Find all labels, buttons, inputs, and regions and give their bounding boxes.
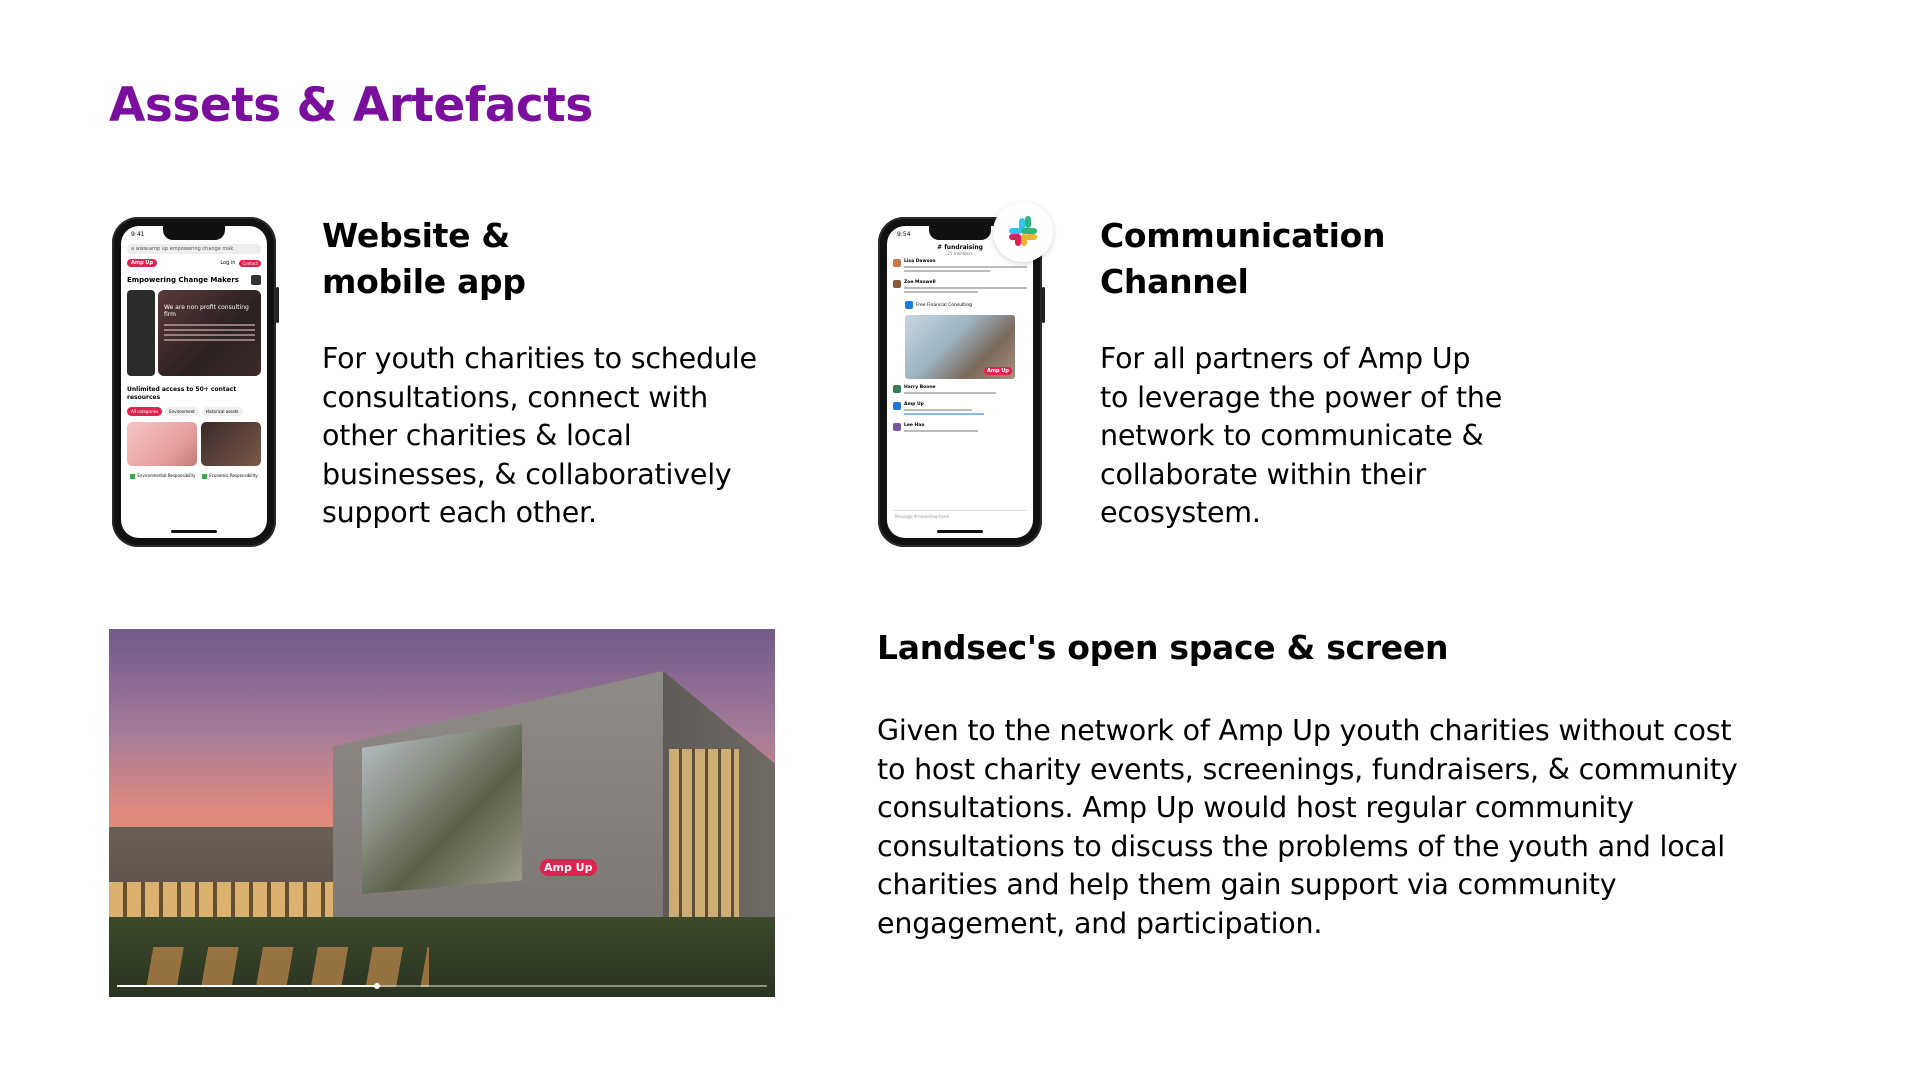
message [887, 420, 1033, 437]
footer-item [202, 473, 257, 479]
description-line: network to communicate & [1100, 419, 1484, 452]
description-line: to leverage the power of the [1100, 380, 1503, 414]
message [887, 399, 1033, 420]
description-line: other charities & local [322, 419, 632, 452]
video-progress-knob[interactable] [374, 983, 380, 989]
communication-heading [1100, 213, 1385, 305]
website-heading-line: Website & [322, 216, 510, 255]
website-phone-mockup [112, 217, 276, 547]
chart-icon [202, 474, 207, 479]
home-indicator [171, 530, 217, 533]
slack-phone-screen [887, 226, 1033, 538]
description-line: collaborate within their [1100, 457, 1426, 491]
website-footer [121, 470, 267, 482]
headline-text: Empowering Change Makers [127, 276, 239, 284]
description-line: engagement, and participation. [877, 906, 1323, 940]
footer-label: Environmental Responsibility [137, 473, 196, 478]
amp-up-badge: Amp Up [984, 367, 1012, 375]
message-author: Zoe Maxwell [904, 280, 936, 285]
avatar [893, 259, 901, 267]
home-indicator [937, 530, 983, 533]
landsec-description [877, 712, 1738, 943]
category-chips [121, 405, 267, 418]
message [887, 382, 1033, 399]
login-link: Log in [220, 260, 236, 266]
page-title: Assets & Artefacts [109, 78, 593, 133]
slack-logo-icon [993, 202, 1053, 262]
channel-members: 25 members [947, 251, 973, 256]
website-phone-screen [121, 226, 267, 538]
card-row [121, 418, 267, 470]
footer-item [130, 473, 195, 479]
hero-side-panel [127, 290, 155, 376]
card-image [127, 422, 197, 466]
contact-button: Contact [239, 260, 261, 267]
avatar [893, 423, 901, 431]
message-author: Harry Boone [904, 385, 936, 390]
status-time: 9:41 [131, 231, 145, 238]
avatar [893, 385, 901, 393]
message-author: Amp Up [904, 402, 924, 407]
footer-label: Economic Responsibility [209, 473, 258, 478]
amp-up-logo: Amp Up [127, 259, 157, 267]
screen-logo-text: Amp Up [540, 859, 597, 876]
status-time: 9:54 [897, 231, 911, 238]
description-line: ecosystem. [1100, 496, 1261, 529]
message-author: Lee Hao [904, 423, 925, 428]
message [887, 277, 1033, 298]
chip-historical: Historical assets [202, 407, 243, 416]
website-heading [322, 213, 526, 305]
message-author: Lisa Dawson [904, 259, 936, 264]
description-line: consultations to discuss the problems of the youth and local [877, 829, 1725, 863]
chip-environment: Environment [165, 407, 199, 416]
checkbox-icon [905, 301, 913, 309]
outdoor-screen [362, 724, 522, 894]
access-text: Unlimited access to 50+ contact resources [127, 386, 237, 401]
communication-heading-line: Communication [1100, 216, 1386, 255]
task-checkbox-row [887, 298, 1033, 312]
channel-name: # fundraising [937, 244, 983, 251]
description-line: consultations, connect with [322, 380, 708, 414]
shared-photo [905, 315, 1015, 379]
website-heading-line: mobile app [322, 262, 526, 301]
description-line: charities and help them gain support via community [877, 868, 1617, 901]
chip-all-categories: All categories [127, 407, 162, 416]
description-line: to host charity events, screenings, fundraisers, & community [877, 752, 1738, 786]
description-line: consultations. Amp Up would host regular community [877, 791, 1634, 824]
hero-image [158, 290, 261, 376]
avatar [893, 280, 901, 288]
communication-heading-line: Channel [1100, 262, 1249, 301]
screen-amp-up-logo [540, 859, 597, 876]
description-line: For youth charities to schedule [322, 342, 757, 375]
message-input: Message #marketing-team [893, 510, 1027, 524]
description-line: Given to the network of Amp Up youth charities without cost [877, 714, 1732, 747]
website-description [322, 340, 757, 533]
description-line: support each other. [322, 496, 597, 529]
menu-icon [251, 275, 261, 285]
communication-description [1100, 340, 1502, 533]
website-headline [121, 270, 267, 288]
website-nav [121, 256, 267, 270]
landsec-heading: Landsec's open space & screen [877, 628, 1449, 667]
avatar [893, 402, 901, 410]
card-image [201, 422, 261, 466]
url-bar: a www.amp up empowering change mak [127, 244, 261, 254]
video-progress-bar[interactable] [117, 985, 767, 987]
description-line: businesses, & collaboratively [322, 457, 732, 491]
leaf-icon [130, 474, 135, 479]
checkbox-label: Free Financial Consulting [916, 302, 973, 308]
slack-phone-mockup [878, 217, 1042, 547]
landsec-building-image [109, 629, 775, 997]
hero-banner [127, 290, 261, 376]
description-line: For all partners of Amp Up [1100, 342, 1471, 375]
video-progress-fill [117, 985, 377, 987]
hero-text: We are non profit consulting firm [164, 304, 249, 318]
